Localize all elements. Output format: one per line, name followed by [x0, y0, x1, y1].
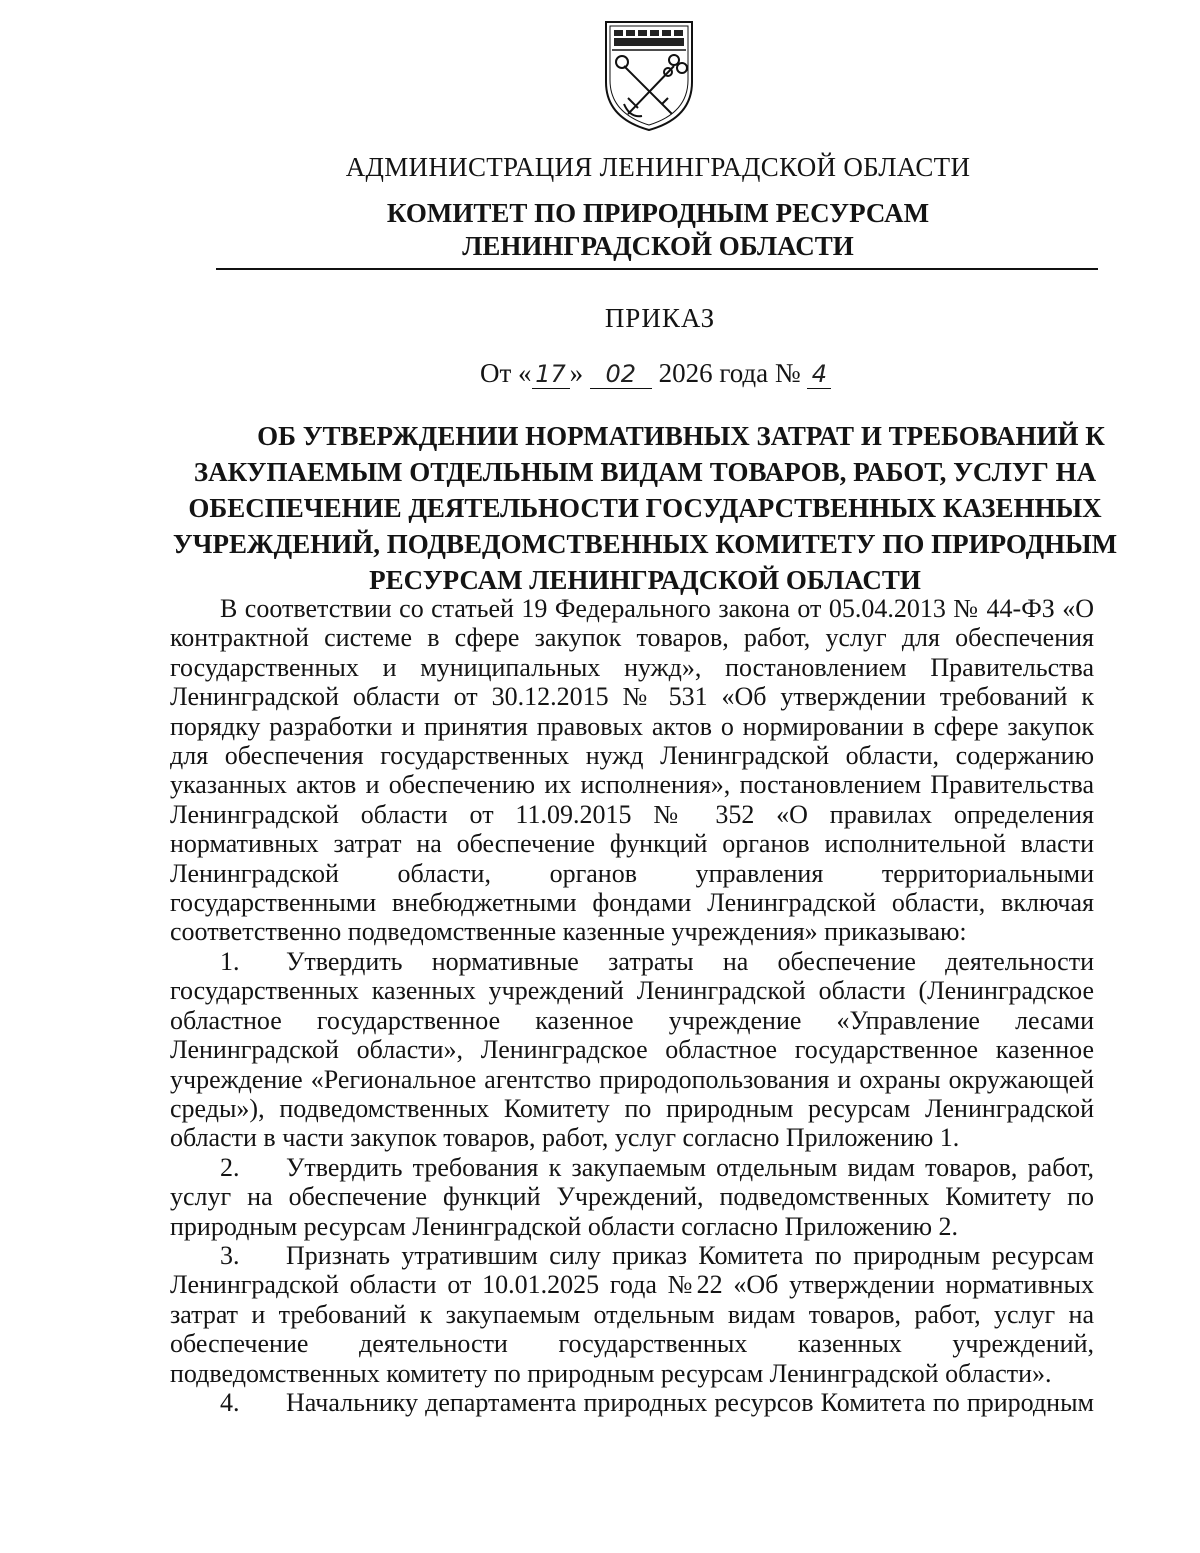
- item-number: 2.: [220, 1152, 240, 1182]
- title-line: ЗАКУПАЕМЫМ ОТДЕЛЬНЫМ ВИДАМ ТОВАРОВ, РАБОТ, УСЛУГ НА: [193, 457, 1097, 487]
- order-body: [170, 594, 1094, 1417]
- item-number: 4.: [220, 1387, 240, 1417]
- committee-name-line: ЛЕНИНГРАДСКОЙ ОБЛАСТИ: [462, 231, 854, 261]
- order-year-text: 2026 года №: [658, 358, 801, 388]
- committee-name: [58, 197, 1200, 263]
- item-text: Признать утратившим силу приказ Комитета по природным ресурсам Ленинградской области от 10.01.2025 года №22 «Об утверждении нормативных затрат и требований к закупаемым отдельным видам товаров, работ, услуг на обеспечение деятельности государственных казенных учреждений, подведомственных комитету по природным ресурсам Ленинградской области».: [170, 1240, 1094, 1388]
- leningrad-oblast-coat-of-arms-icon: [602, 18, 696, 134]
- title-line: РЕСУРСАМ ЛЕНИНГРАДСКОЙ ОБЛАСТИ: [369, 565, 921, 595]
- date-day-close: »: [569, 358, 584, 388]
- item-text: Начальнику департамента природных ресурсов Комитета по природным: [286, 1387, 1094, 1417]
- header-divider: [216, 268, 1098, 270]
- item-number: 1.: [220, 946, 240, 976]
- order-title: [150, 418, 1140, 598]
- order-date-line: [480, 358, 831, 389]
- document-type: ПРИКАЗ: [604, 303, 716, 333]
- order-month: 02: [590, 360, 652, 389]
- coat-of-arms-emblem: [602, 18, 696, 134]
- order-item-3: [170, 1241, 1094, 1388]
- order-item-4: [170, 1388, 1094, 1417]
- order-day: 17: [532, 360, 570, 389]
- order-item-1: [170, 947, 1094, 1153]
- title-line: ОБ УТВЕРЖДЕНИИ НОРМАТИВНЫХ ЗАТРАТ И ТРЕБОВАНИЙ К: [257, 421, 1105, 451]
- item-text: Утвердить нормативные затраты на обеспечение деятельности государственных казенных учреждений Ленинградской области (Ленинградское областное государственное казенное учреждение «Управление лесами Ленинградской области», Ленинградское областное государственное казенное учреждение «Региональное агентство природопользования и охраны окружающей среды»), подведомственных Комитету по природным ресурсам Ленинградской области в части закупок товаров, работ, услуг согласно Приложению 1.: [170, 946, 1094, 1153]
- administration-name: АДМИНИСТРАЦИЯ ЛЕНИНГРАДСКОЙ ОБЛАСТИ: [345, 152, 971, 182]
- preamble-paragraph: В соответствии со статьей 19 Федерального закона от 05.04.2013 № 44-ФЗ «О контрактной системе в сфере закупок товаров, работ, услуг для обеспечения государственных и муниципальных нужд», постановлением Правительства Ленинградской области от 30.12.2015 № 531 «Об утверждении требований к порядку разработки и принятия правовых актов о нормировании в сфере закупок для обеспечения государственных нужд Ленинградской области, содержанию указанных актов и обеспечению их исполнения», постановлением Правительства Ленинградской области от 11.09.2015 № 352 «О правилах определения нормативных затрат на обеспечение функций органов исполнительной власти Ленинградской области, органов управления территориальными государственными внебюджетными фондами Ленинградской области, включая соответственно подведомственные казенные учреждения» приказываю:: [170, 594, 1094, 947]
- order-number: 4: [807, 360, 831, 389]
- title-line: УЧРЕЖДЕНИЙ, ПОДВЕДОМСТВЕННЫХ КОМИТЕТУ ПО ПРИРОДНЫМ: [172, 529, 1118, 559]
- committee-name-line: КОМИТЕТ ПО ПРИРОДНЫМ РЕСУРСАМ: [386, 198, 930, 228]
- item-number: 3.: [220, 1240, 240, 1270]
- title-line: ОБЕСПЕЧЕНИЕ ДЕЯТЕЛЬНОСТИ ГОСУДАРСТВЕННЫХ КАЗЕННЫХ: [188, 493, 1102, 523]
- item-text: Утвердить требования к закупаемым отдельным видам товаров, работ, услуг на обеспечение функций Учреждений, подведомственных Комитету по природным ресурсам Ленинградской области согласно Приложению 2.: [170, 1152, 1094, 1241]
- date-prefix: От «: [480, 358, 532, 388]
- order-item-2: [170, 1153, 1094, 1241]
